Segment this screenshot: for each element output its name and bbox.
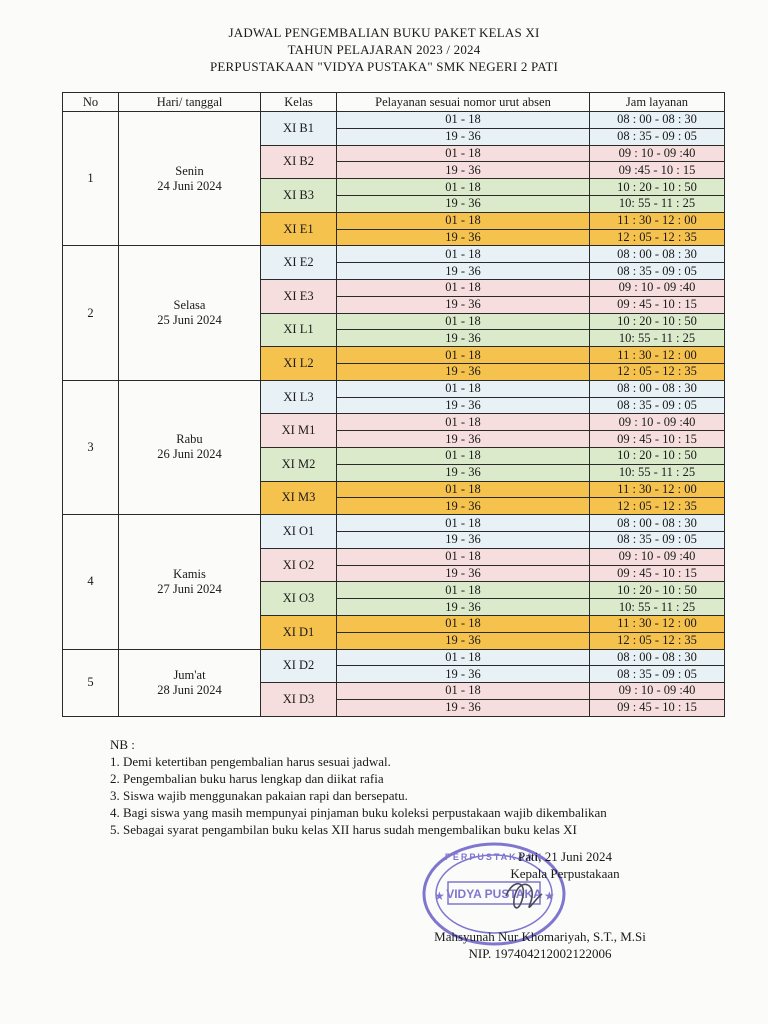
absen-range-cell: 01 - 18	[337, 279, 590, 296]
absen-range-cell: 19 - 36	[337, 195, 590, 212]
schedule-table	[62, 92, 725, 717]
kelas-cell: XI O1	[261, 515, 337, 549]
table-row	[63, 649, 725, 666]
jam-layanan-cell: 08 : 35 - 09 : 05	[590, 263, 725, 280]
absen-range-cell: 01 - 18	[337, 380, 590, 397]
table-row	[63, 515, 725, 532]
absen-range-cell: 01 - 18	[337, 649, 590, 666]
absen-range-cell: 01 - 18	[337, 246, 590, 263]
absen-range-cell: 01 - 18	[337, 313, 590, 330]
jam-layanan-cell: 10 : 20 - 10 : 50	[590, 447, 725, 464]
header-year: TAHUN PELAJARAN 2023 / 2024	[287, 42, 481, 57]
note-item: 1. Demi ketertiban pengembalian harus sesuai jadwal.	[110, 754, 391, 769]
signature-block	[400, 848, 680, 962]
jam-layanan-cell: 11 : 30 - 12 : 00	[590, 212, 725, 229]
day-number: 1	[63, 112, 119, 246]
absen-range-cell: 19 - 36	[337, 599, 590, 616]
notes-title: NB :	[110, 737, 135, 752]
kelas-cell: XI M3	[261, 481, 337, 515]
note-item: 4. Bagi siswa yang masih mempunyai pinjaman buku koleksi perpustakaan wajib dikembalikan	[110, 805, 607, 820]
kelas-cell: XI L3	[261, 380, 337, 414]
absen-range-cell: 01 - 18	[337, 615, 590, 632]
absen-range-cell: 19 - 36	[337, 128, 590, 145]
note-item: 3. Siswa wajib menggunakan pakaian rapi dan bersepatu.	[110, 788, 408, 803]
absen-range-cell: 19 - 36	[337, 162, 590, 179]
jam-layanan-cell: 12 : 05 - 12 : 35	[590, 363, 725, 380]
day-number: 4	[63, 515, 119, 649]
kelas-cell: XI E2	[261, 246, 337, 280]
table-row	[63, 112, 725, 129]
absen-range-cell: 01 - 18	[337, 515, 590, 532]
absen-range-cell: 19 - 36	[337, 632, 590, 649]
absen-range-cell: 19 - 36	[337, 531, 590, 548]
header-title: JADWAL PENGEMBALIAN BUKU PAKET KELAS XI	[228, 25, 540, 40]
kelas-cell: XI M1	[261, 414, 337, 448]
jam-layanan-cell: 09 : 45 - 10 : 15	[590, 699, 725, 716]
absen-range-cell: 19 - 36	[337, 431, 590, 448]
absen-range-cell: 19 - 36	[337, 263, 590, 280]
jam-layanan-cell: 08 : 00 - 08 : 30	[590, 649, 725, 666]
jam-layanan-cell: 10: 55 - 11 : 25	[590, 464, 725, 481]
absen-range-cell: 01 - 18	[337, 481, 590, 498]
day-number: 5	[63, 649, 119, 716]
absen-range-cell: 19 - 36	[337, 229, 590, 246]
note-item: 2. Pengembalian buku harus lengkap dan diikat rafia	[110, 771, 384, 786]
signature-place-date: Pati, 21 Juni 2024	[518, 849, 612, 864]
kelas-cell: XI O2	[261, 548, 337, 582]
absen-range-cell: 01 - 18	[337, 582, 590, 599]
jam-layanan-cell: 09 : 10 - 09 :40	[590, 683, 725, 700]
jam-layanan-cell: 08 : 35 - 09 : 05	[590, 397, 725, 414]
kelas-cell: XI D3	[261, 683, 337, 717]
signature-role: Kepala Perpustakaan	[510, 866, 620, 881]
jam-layanan-cell: 08 : 35 - 09 : 05	[590, 128, 725, 145]
absen-range-cell: 01 - 18	[337, 548, 590, 565]
absen-range-cell: 19 - 36	[337, 666, 590, 683]
table-row	[63, 246, 725, 263]
day-cell	[119, 649, 261, 716]
day-name: Selasa	[173, 298, 206, 313]
absen-range-cell: 01 - 18	[337, 112, 590, 129]
notes-section	[110, 736, 607, 838]
absen-range-cell: 19 - 36	[337, 330, 590, 347]
table-header-row	[63, 93, 725, 112]
svg-text:★: ★	[434, 889, 445, 903]
jam-layanan-cell: 11 : 30 - 12 : 00	[590, 615, 725, 632]
jam-layanan-cell: 08 : 35 - 09 : 05	[590, 666, 725, 683]
absen-range-cell: 19 - 36	[337, 498, 590, 515]
kelas-cell: XI E3	[261, 279, 337, 313]
kelas-cell: XI M2	[261, 447, 337, 481]
day-number: 3	[63, 380, 119, 514]
jam-layanan-cell: 11 : 30 - 12 : 00	[590, 481, 725, 498]
jam-layanan-cell: 10: 55 - 11 : 25	[590, 599, 725, 616]
day-date: 25 Juni 2024	[157, 313, 222, 328]
jam-layanan-cell: 09 : 10 - 09 :40	[590, 548, 725, 565]
svg-text:VIDYA PUSTAKA: VIDYA PUSTAKA	[446, 887, 542, 901]
absen-range-cell: 01 - 18	[337, 347, 590, 364]
day-number: 2	[63, 246, 119, 380]
kelas-cell: XI L1	[261, 313, 337, 347]
absen-range-cell: 01 - 18	[337, 414, 590, 431]
day-date: 24 Juni 2024	[157, 178, 222, 193]
col-header-jam: Jam layanan	[590, 93, 725, 112]
day-cell	[119, 380, 261, 514]
jam-layanan-cell: 09 : 45 - 10 : 15	[590, 296, 725, 313]
kelas-cell: XI B1	[261, 112, 337, 146]
absen-range-cell: 01 - 18	[337, 683, 590, 700]
col-header-absen: Pelayanan sesuai nomor urut absen	[337, 93, 590, 112]
kelas-cell: XI O3	[261, 582, 337, 616]
kelas-cell: XI D2	[261, 649, 337, 683]
day-cell	[119, 515, 261, 649]
day-cell	[119, 112, 261, 246]
header-library: PERPUSTAKAAN "VIDYA PUSTAKA" SMK NEGERI 2 PATI	[209, 59, 559, 74]
col-header-no: No	[63, 93, 119, 112]
signature-name: Mahsyunah Nur Khomariyah, S.T., M.Si	[434, 929, 646, 944]
kelas-cell: XI D1	[261, 615, 337, 649]
jam-layanan-cell: 10 : 20 - 10 : 50	[590, 179, 725, 196]
kelas-cell: XI E1	[261, 212, 337, 246]
jam-layanan-cell: 12 : 05 - 12 : 35	[590, 229, 725, 246]
jam-layanan-cell: 12 : 05 - 12 : 35	[590, 498, 725, 515]
jam-layanan-cell: 09 : 10 - 09 :40	[590, 145, 725, 162]
jam-layanan-cell: 09 :45 - 10 : 15	[590, 162, 725, 179]
absen-range-cell: 01 - 18	[337, 212, 590, 229]
schedule-body	[63, 112, 725, 717]
absen-range-cell: 01 - 18	[337, 179, 590, 196]
absen-range-cell: 01 - 18	[337, 447, 590, 464]
jam-layanan-cell: 09 : 10 - 09 :40	[590, 279, 725, 296]
day-date: 28 Juni 2024	[157, 682, 222, 697]
table-row	[63, 380, 725, 397]
day-cell	[119, 246, 261, 380]
jam-layanan-cell: 10 : 20 - 10 : 50	[590, 582, 725, 599]
jam-layanan-cell: 09 : 45 - 10 : 15	[590, 431, 725, 448]
day-name: Kamis	[173, 566, 206, 581]
day-name: Jum'at	[173, 667, 206, 682]
jam-layanan-cell: 08 : 00 - 08 : 30	[590, 515, 725, 532]
note-item: 5. Sebagai syarat pengambilan buku kelas XII harus sudah mengembalikan buku kelas XI	[110, 822, 577, 837]
absen-range-cell: 19 - 36	[337, 397, 590, 414]
jam-layanan-cell: 09 : 45 - 10 : 15	[590, 565, 725, 582]
kelas-cell: XI L2	[261, 347, 337, 381]
jam-layanan-cell: 08 : 00 - 08 : 30	[590, 112, 725, 129]
document-header	[0, 24, 768, 75]
jam-layanan-cell: 10 : 20 - 10 : 50	[590, 313, 725, 330]
day-name: Senin	[175, 163, 204, 178]
jam-layanan-cell: 08 : 00 - 08 : 30	[590, 246, 725, 263]
svg-text:★: ★	[544, 889, 555, 903]
jam-layanan-cell: 08 : 00 - 08 : 30	[590, 380, 725, 397]
kelas-cell: XI B2	[261, 145, 337, 179]
day-date: 27 Juni 2024	[157, 581, 222, 596]
jam-layanan-cell: 08 : 35 - 09 : 05	[590, 531, 725, 548]
col-header-kelas: Kelas	[261, 93, 337, 112]
absen-range-cell: 19 - 36	[337, 363, 590, 380]
absen-range-cell: 19 - 36	[337, 296, 590, 313]
absen-range-cell: 19 - 36	[337, 565, 590, 582]
absen-range-cell: 19 - 36	[337, 699, 590, 716]
col-header-day: Hari/ tanggal	[119, 93, 261, 112]
jam-layanan-cell: 12 : 05 - 12 : 35	[590, 632, 725, 649]
jam-layanan-cell: 09 : 10 - 09 :40	[590, 414, 725, 431]
svg-text:PERPUSTAKAAN: PERPUSTAKAAN	[444, 852, 544, 862]
absen-range-cell: 01 - 18	[337, 145, 590, 162]
kelas-cell: XI B3	[261, 179, 337, 213]
signature-nip: NIP. 197404212002122006	[468, 946, 612, 961]
day-date: 26 Juni 2024	[157, 447, 222, 462]
jam-layanan-cell: 11 : 30 - 12 : 00	[590, 347, 725, 364]
jam-layanan-cell: 10: 55 - 11 : 25	[590, 330, 725, 347]
jam-layanan-cell: 10: 55 - 11 : 25	[590, 195, 725, 212]
day-name: Rabu	[176, 432, 203, 447]
absen-range-cell: 19 - 36	[337, 464, 590, 481]
